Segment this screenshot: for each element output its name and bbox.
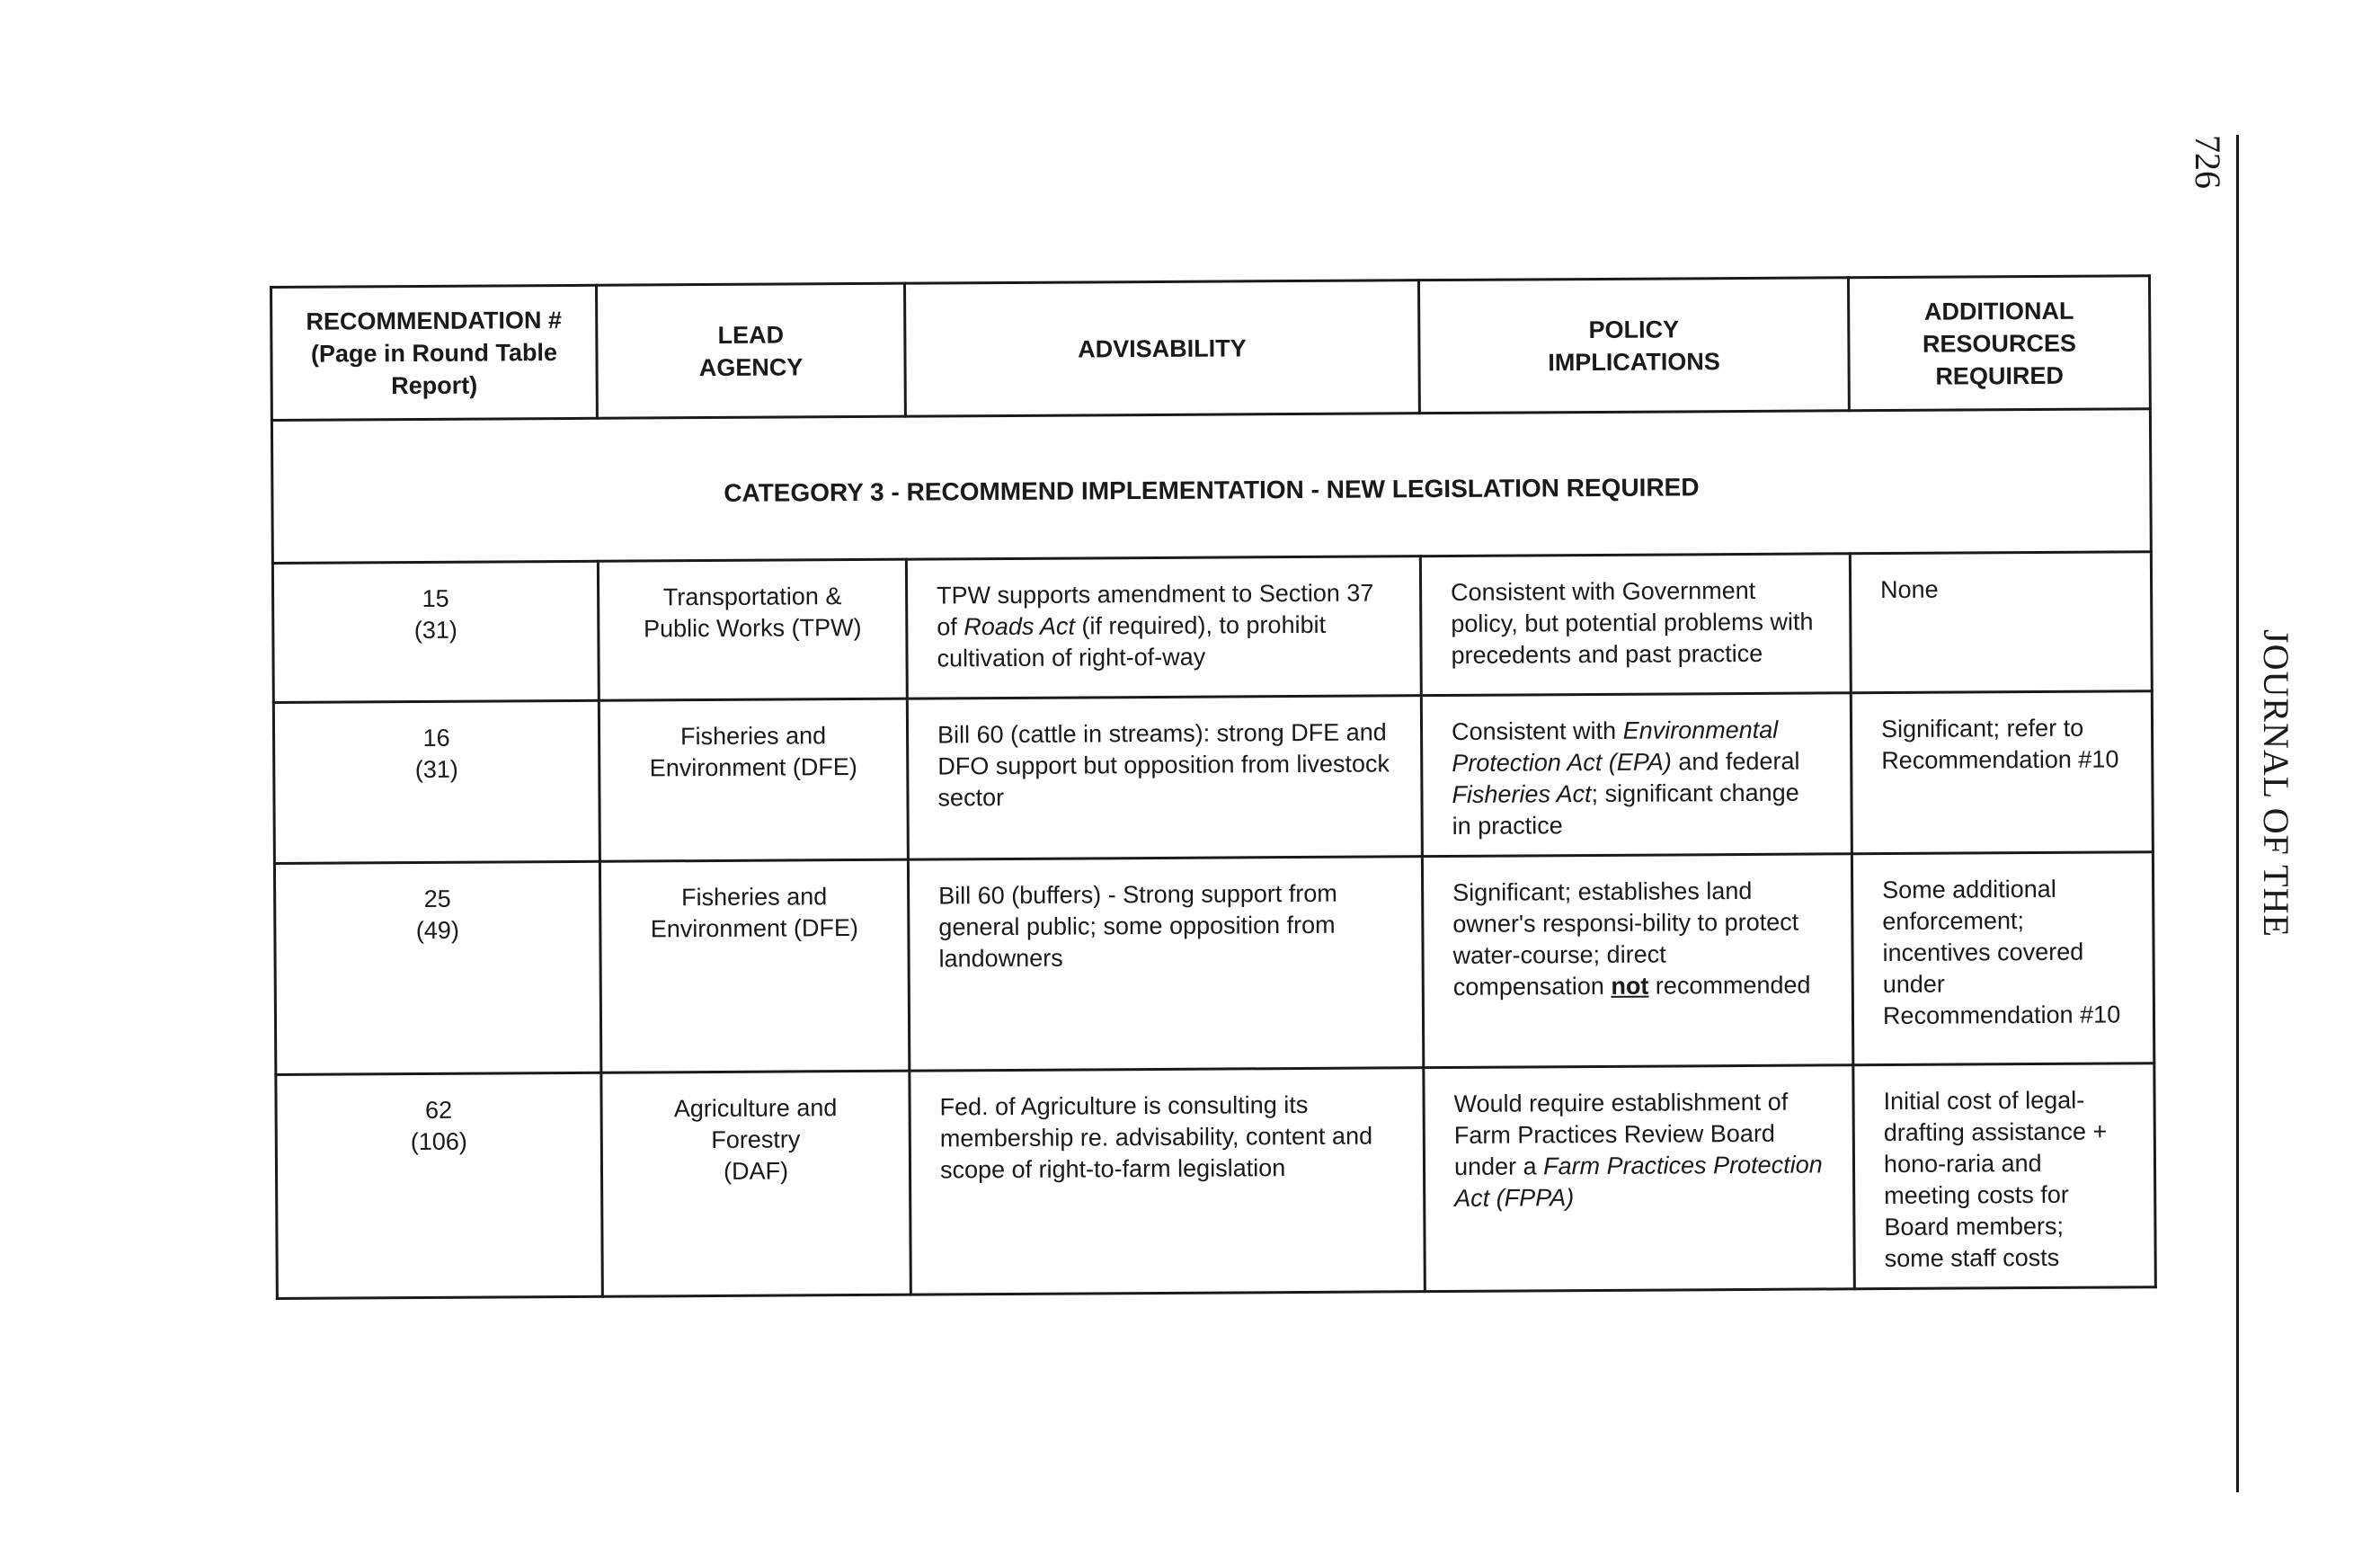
recommendation-cell: 15 (31)	[272, 561, 599, 702]
policy-cell: Significant; establishes land owner's responsi-bility to protect water-course; direct compensation not recommended	[1422, 854, 1852, 1068]
category-row	[271, 409, 2151, 564]
category-heading: CATEGORY 3 - RECOMMEND IMPLEMENTATION - NEW LEGISLATION REQUIRED	[271, 409, 2151, 564]
table-header-row	[271, 276, 2151, 421]
lead-agency-cell: Fisheries and Environment (DFE)	[599, 698, 908, 861]
page-number: 726	[2188, 135, 2228, 189]
vertical-rule	[2236, 135, 2239, 1492]
header-recommendation: RECOMMENDATION # (Page in Round Table Report)	[271, 285, 598, 420]
recommendation-cell: 62 (106)	[276, 1072, 603, 1298]
policy-cell: Consistent with Government policy, but potential problems with precedents and past practice	[1420, 554, 1851, 696]
table-row	[276, 1063, 2155, 1299]
lead-agency-cell: Agriculture and Forestry (DAF)	[601, 1071, 911, 1296]
policy-cell: Would require establishment of Farm Practices Review Board under a Farm Practices Protection Act (FPPA)	[1424, 1065, 1855, 1292]
header-policy-implications: POLICY IMPLICATIONS	[1418, 278, 1849, 414]
table-row	[272, 552, 2152, 703]
lead-agency-cell: Fisheries and Environment (DFE)	[599, 859, 909, 1072]
policy-cell: Consistent with Environmental Protection Act (EPA) and federal Fisheries Act; significant change in practice	[1421, 693, 1852, 857]
resources-cell: None	[1850, 552, 2152, 693]
advisability-cell: Bill 60 (cattle in streams): strong DFE and DFO support but opposition from livestock sector	[907, 696, 1422, 859]
header-advisability: ADVISABILITY	[904, 280, 1419, 416]
recommendations-table	[270, 274, 2157, 1300]
resources-cell: Significant; refer to Recommendation #10	[1851, 691, 2153, 854]
advisability-cell: Bill 60 (buffers) - Strong support from general public; some opposition from landowners	[908, 857, 1423, 1071]
running-header: JOURNAL OF THE	[2256, 629, 2296, 938]
table-row	[274, 852, 2154, 1075]
header-lead-agency: LEAD AGENCY	[597, 283, 906, 418]
header-additional-resources: ADDITIONAL RESOURCES REQUIRED	[1848, 276, 2150, 411]
advisability-cell: Fed. of Agriculture is consulting its membership re. advisability, content and scope of right-to-farm legislation	[910, 1068, 1425, 1295]
resources-cell: Initial cost of legal-drafting assistance + hono-raria and meeting costs for Board members; some staff costs	[1853, 1063, 2156, 1289]
resources-cell: Some additional enforcement; incentives covered under Recommendation #10	[1852, 852, 2154, 1065]
table-row	[273, 691, 2153, 864]
lead-agency-cell: Transportation & Public Works (TPW)	[598, 559, 907, 700]
recommendation-cell: 25 (49)	[274, 861, 600, 1074]
advisability-cell: TPW supports amendment to Section 37 of Roads Act (if required), to prohibit cultivation of right-of-way	[906, 556, 1421, 698]
recommendation-cell: 16 (31)	[273, 700, 599, 863]
